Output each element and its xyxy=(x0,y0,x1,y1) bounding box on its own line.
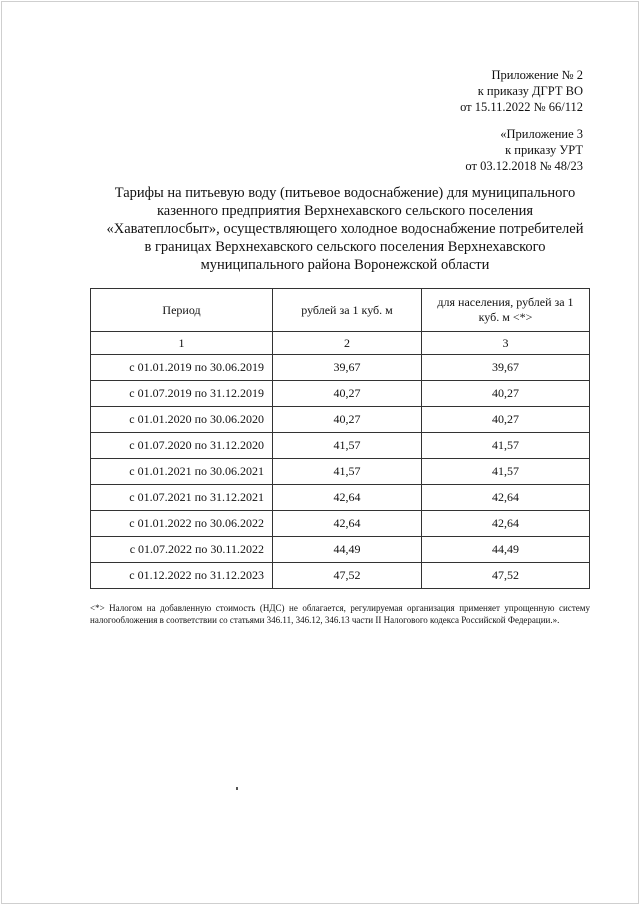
rub-cell: 40,27 xyxy=(273,407,422,433)
appendix-2-line-2: к приказу УРТ xyxy=(505,143,583,157)
table-header-row xyxy=(91,289,590,332)
table-row xyxy=(91,511,590,537)
appendix-1-line-2: к приказу ДГРТ ВО xyxy=(477,84,583,98)
table-row xyxy=(91,485,590,511)
population-cell: 42,64 xyxy=(422,485,590,511)
period-cell: с 01.07.2021 по 31.12.2021 xyxy=(91,485,273,511)
period-cell: с 01.01.2022 по 30.06.2022 xyxy=(91,511,273,537)
tariff-table xyxy=(90,288,590,589)
column-number: 1 xyxy=(91,332,273,355)
rub-cell: 47,52 xyxy=(273,563,422,589)
title-line-4: в границах Верхнехавского сельского поселения Верхнехавского xyxy=(144,239,546,255)
period-cell: с 01.12.2022 по 31.12.2023 xyxy=(91,563,273,589)
table-row xyxy=(91,459,590,485)
period-cell: с 01.01.2020 по 30.06.2020 xyxy=(91,407,273,433)
column-number-row xyxy=(91,332,590,355)
rub-cell: 41,57 xyxy=(273,433,422,459)
rub-cell: 44,49 xyxy=(273,537,422,563)
population-cell: 41,57 xyxy=(422,459,590,485)
header-rub: рублей за 1 куб. м xyxy=(273,289,422,332)
table-row xyxy=(91,433,590,459)
table-row xyxy=(91,537,590,563)
rub-cell: 41,57 xyxy=(273,459,422,485)
column-number: 2 xyxy=(273,332,422,355)
appendix-2-line-3: от 03.12.2018 № 48/23 xyxy=(465,159,583,173)
appendix-1-line-3: от 15.11.2022 № 66/112 xyxy=(460,100,583,114)
population-cell: 42,64 xyxy=(422,511,590,537)
table-row xyxy=(91,563,590,589)
rub-cell: 42,64 xyxy=(273,511,422,537)
population-cell: 44,49 xyxy=(422,537,590,563)
column-number: 3 xyxy=(422,332,590,355)
period-cell: с 01.07.2020 по 31.12.2020 xyxy=(91,433,273,459)
rub-cell: 42,64 xyxy=(273,485,422,511)
population-cell: 40,27 xyxy=(422,381,590,407)
population-cell: 47,52 xyxy=(422,563,590,589)
header-period: Период xyxy=(91,289,273,332)
rub-cell: 40,27 xyxy=(273,381,422,407)
title-line-1: Тарифы на питьевую воду (питьевое водоснабжение) для муниципального xyxy=(114,185,576,201)
footnote: <*> Налогом на добавленную стоимость (НДС) не облагается, регулируемая организация применяет упрощенную систему налогообложения в соответствии со статьями 346.11, 346.12, 346.13 части II Налогового кодекса Российской Федерации.». xyxy=(90,603,590,625)
header-population: для населения, рублей за 1 куб. м <*> xyxy=(422,289,590,332)
population-cell: 39,67 xyxy=(422,355,590,381)
period-cell: с 01.01.2021 по 30.06.2021 xyxy=(91,459,273,485)
title-line-3: «Хаватеплосбыт», осуществляющего холодное водоснабжение потребителей xyxy=(106,221,584,237)
scan-speck xyxy=(236,787,238,790)
population-cell: 40,27 xyxy=(422,407,590,433)
title-line-5: муниципального района Воронежской области xyxy=(200,257,490,273)
table-row xyxy=(91,381,590,407)
table-row xyxy=(91,407,590,433)
population-cell: 41,57 xyxy=(422,433,590,459)
period-cell: с 01.07.2022 по 30.11.2022 xyxy=(91,537,273,563)
appendix-reference-1 xyxy=(460,67,583,115)
appendix-2-line-1: «Приложение 3 xyxy=(500,127,583,141)
appendix-1-line-1: Приложение № 2 xyxy=(491,68,583,82)
appendix-reference-2 xyxy=(465,126,583,174)
rub-cell: 39,67 xyxy=(273,355,422,381)
period-cell: с 01.07.2019 по 31.12.2019 xyxy=(91,381,273,407)
table-row xyxy=(91,355,590,381)
title-line-2: казенного предприятия Верхнехавского сельского поселения xyxy=(156,203,534,219)
document-title xyxy=(70,184,620,274)
period-cell: с 01.01.2019 по 30.06.2019 xyxy=(91,355,273,381)
